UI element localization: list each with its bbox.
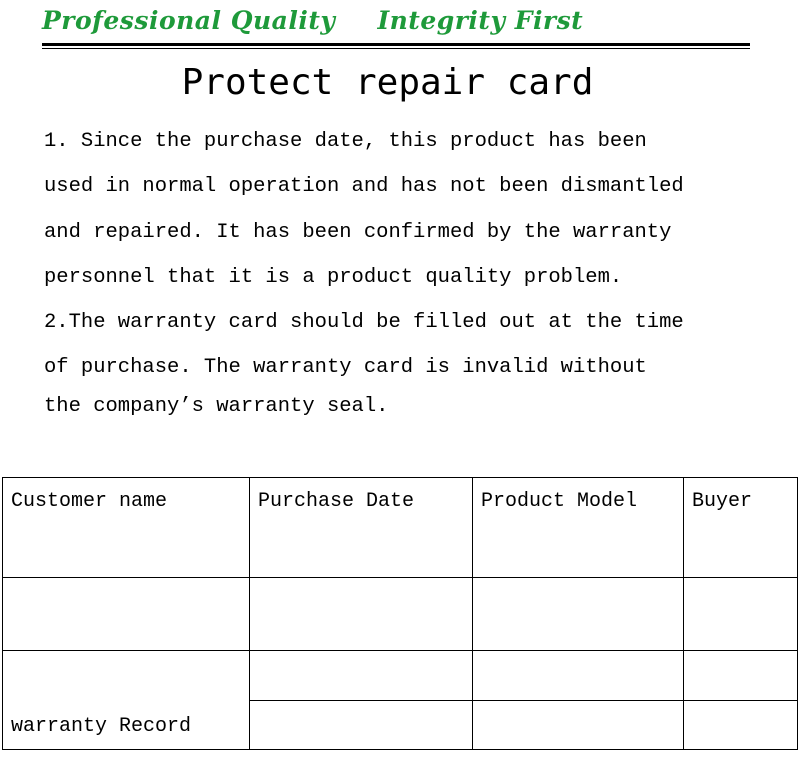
header-slogan <box>42 6 583 35</box>
warranty-record-label-cell <box>3 651 250 750</box>
body-line: of purchase. The warranty card is invalid without <box>44 356 647 379</box>
body-line: 1. Since the purchase date, this product has been <box>44 130 647 153</box>
slogan-left: Professional Quality <box>42 6 336 35</box>
body-line: the company’s warranty seal. <box>44 395 389 418</box>
page-title: Protect repair card <box>181 62 594 103</box>
body-line: used in normal operation and has not been dismantled <box>44 175 684 198</box>
customer-name-cell[interactable] <box>3 578 250 651</box>
table-row <box>3 578 798 651</box>
record-cell[interactable] <box>473 651 684 701</box>
slogan-right: Integrity First <box>377 6 584 35</box>
header-rule-thin <box>42 48 750 49</box>
record-cell[interactable] <box>684 651 798 701</box>
purchase-date-cell[interactable] <box>250 578 473 651</box>
record-cell[interactable] <box>250 701 473 750</box>
warranty-table <box>2 477 798 750</box>
body-line: personnel that it is a product quality problem. <box>44 266 623 289</box>
product-model-cell[interactable] <box>473 578 684 651</box>
column-header-buyer: Buyer <box>684 478 798 578</box>
column-header-product-model: Product Model <box>473 478 684 578</box>
body-line: and repaired. It has been confirmed by the warranty <box>44 221 672 244</box>
record-cell[interactable] <box>473 701 684 750</box>
table-header-row <box>3 478 798 578</box>
body-line: 2.The warranty card should be filled out at the time <box>44 311 684 334</box>
column-header-purchase-date: Purchase Date <box>250 478 473 578</box>
record-cell[interactable] <box>250 651 473 701</box>
table-row <box>3 651 798 701</box>
record-cell[interactable] <box>684 701 798 750</box>
header-rule-thick <box>42 43 750 46</box>
buyer-cell[interactable] <box>684 578 798 651</box>
column-header-customer-name: Customer name <box>3 478 250 578</box>
warranty-record-label: warranty Record <box>11 714 192 738</box>
